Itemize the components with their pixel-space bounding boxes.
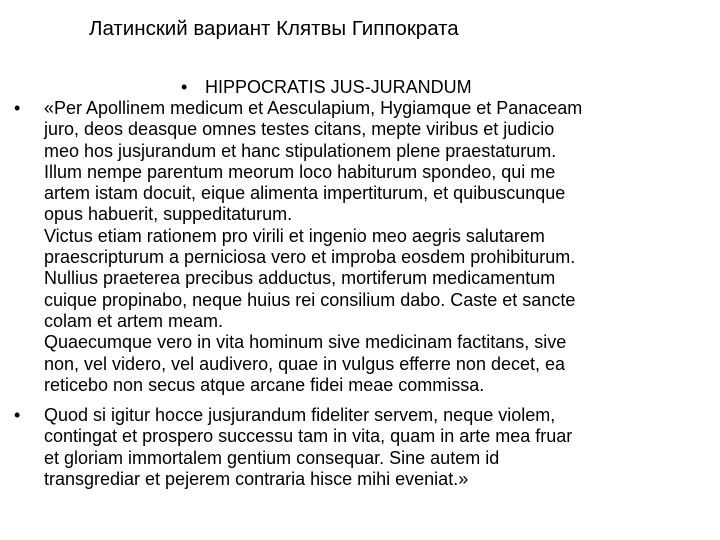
text-line: artem istam docuit, eique alimenta impertiturum, et quibuscunque — [44, 183, 566, 204]
text-line: juro, deos deasque omnes testes citans, mepte viribus et judicio — [44, 119, 555, 140]
oath-heading — [181, 77, 472, 98]
text-line: Victus etiam rationem pro virili et ingenio meo aegris salutarem — [44, 225, 545, 246]
oath-paragraph-2 — [14, 405, 716, 490]
oath-paragraph-1 — [14, 98, 716, 396]
text-line: contingat et prospero successu tam in vita, quam in arte mea fruar — [44, 426, 573, 447]
text-line: Illum nempe parentum meorum loco habiturum spondeo, qui me — [44, 161, 556, 182]
text-line: Quod si igitur hocce jusjurandum fideliter servem, neque violem, — [44, 405, 556, 425]
text-line: cuique propinabo, neque huius rei consilium dabo. Caste et sancte — [44, 289, 576, 310]
oath-heading-text: HIPPOCRATIS JUS-JURANDUM — [205, 77, 472, 97]
text-line: colam et artem meam. — [44, 310, 224, 331]
text-line: Nullius praeterea precibus adductus, mortiferum medicamentum — [44, 268, 556, 289]
text-line: non, vel videro, vel audivero, quae in vulgus efferre non decet, ea — [44, 353, 566, 374]
bullet-icon: • — [14, 98, 21, 118]
slide-title: Латинский вариант Клятвы Гиппократа — [89, 17, 459, 40]
text-line: meo hos jusjurandum et hanc stipulationem plene praestaturum. — [44, 140, 557, 161]
bullet-icon: • — [14, 405, 21, 425]
bullet-icon: • — [181, 77, 188, 97]
text-line: praescripturum a perniciosa vero et improba eosdem prohibiturum. — [44, 247, 576, 268]
text-line: opus habuerit, suppeditaturum. — [44, 204, 293, 225]
text-line: «Per Apollinem medicum et Aesculapium, Hygiamque et Panaceam — [44, 98, 583, 118]
text-line: reticebo non secus atque arcane fidei meae commissa. — [44, 374, 485, 395]
text-line: et gloriam immortalem gentium consequar. Sine autem id — [44, 447, 500, 468]
text-line: Quaecumque vero in vita hominum sive medicinam factitans, sive — [44, 332, 567, 353]
text-line: transgrediar et pejerem contraria hisce mihi eveniat.» — [44, 468, 469, 489]
